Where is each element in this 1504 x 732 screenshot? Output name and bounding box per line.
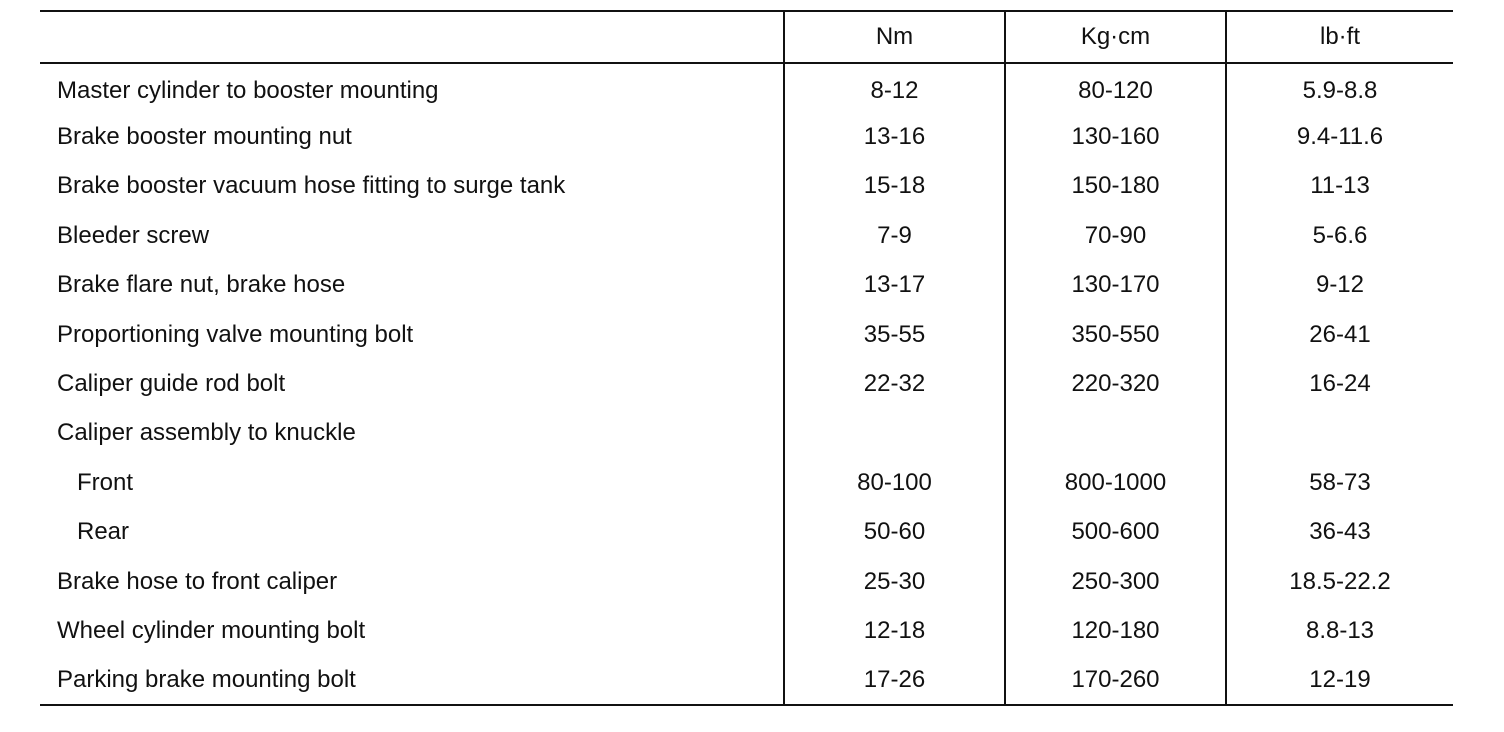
table-row-sub: [40, 458, 1453, 507]
row-item-label: Master cylinder to booster mounting: [57, 77, 439, 105]
table-header: [40, 11, 1453, 63]
table-row: [40, 656, 1453, 705]
row-nm-value: 7-9: [784, 211, 1005, 260]
table-body: [40, 63, 1453, 705]
row-item-label: Brake booster mounting nut: [57, 123, 352, 151]
row-nm-value: [784, 409, 1005, 458]
row-lbft-value: 5.9-8.8: [1226, 63, 1453, 112]
torque-spec-table: [40, 10, 1453, 706]
row-nm-value: 8-12: [784, 63, 1005, 112]
row-lbft-value: 18.5-22.2: [1226, 557, 1453, 606]
header-item: [40, 11, 784, 63]
row-kgcm-value: 80-120: [1005, 63, 1226, 112]
row-nm-value: 35-55: [784, 310, 1005, 359]
row-kgcm-value: 500-600: [1005, 508, 1226, 557]
row-nm-value: 13-17: [784, 261, 1005, 310]
row-kgcm-value: 130-170: [1005, 261, 1226, 310]
row-kgcm-value: 150-180: [1005, 162, 1226, 211]
row-kgcm-value: 220-320: [1005, 359, 1226, 408]
row-item-label: Parking brake mounting bolt: [57, 665, 356, 693]
row-lbft-value: 26-41: [1226, 310, 1453, 359]
row-kgcm-value: [1005, 409, 1226, 458]
row-item-label: Proportioning valve mounting bolt: [57, 320, 414, 348]
header-kgcm: Kg·cm: [1005, 11, 1226, 63]
row-kgcm-value: 130-160: [1005, 112, 1226, 161]
row-item-label: Caliper assembly to knuckle: [57, 419, 356, 447]
table-row: [40, 261, 1453, 310]
row-lbft-value: 11-13: [1226, 162, 1453, 211]
row-kgcm-value: 800-1000: [1005, 458, 1226, 507]
table-row: [40, 162, 1453, 211]
row-item-label: Bleeder screw: [57, 221, 210, 249]
row-lbft-value: 8.8-13: [1226, 606, 1453, 655]
table-row: [40, 63, 1453, 112]
row-nm-value: 17-26: [784, 656, 1005, 705]
row-kgcm-value: 250-300: [1005, 557, 1226, 606]
table-row: [40, 211, 1453, 260]
row-kgcm-value: 70-90: [1005, 211, 1226, 260]
row-item-label: Front: [77, 468, 134, 496]
table-row: [40, 359, 1453, 408]
row-kgcm-value: 350-550: [1005, 310, 1226, 359]
table-row: [40, 557, 1453, 606]
row-item-label: Brake flare nut, brake hose: [57, 271, 346, 299]
row-lbft-value: 12-19: [1226, 656, 1453, 705]
row-lbft-value: 58-73: [1226, 458, 1453, 507]
table-row: [40, 310, 1453, 359]
row-nm-value: 13-16: [784, 112, 1005, 161]
row-lbft-value: 36-43: [1226, 508, 1453, 557]
row-lbft-value: 16-24: [1226, 359, 1453, 408]
table-row: [40, 112, 1453, 161]
row-nm-value: 22-32: [784, 359, 1005, 408]
header-lbft: lb·ft: [1226, 11, 1453, 63]
table-row: [40, 606, 1453, 655]
row-item-label: Brake booster vacuum hose fitting to surge tank: [57, 172, 566, 200]
row-nm-value: 25-30: [784, 557, 1005, 606]
row-lbft-value: 5-6.6: [1226, 211, 1453, 260]
row-item-label: Rear: [77, 518, 130, 546]
row-item-label: Brake hose to front caliper: [57, 567, 338, 595]
row-lbft-value: 9.4-11.6: [1226, 112, 1453, 161]
table-row-sub: [40, 508, 1453, 557]
row-nm-value: 50-60: [784, 508, 1005, 557]
row-kgcm-value: 170-260: [1005, 656, 1226, 705]
row-lbft-value: [1226, 409, 1453, 458]
row-item-label: Wheel cylinder mounting bolt: [57, 616, 366, 644]
header-nm: Nm: [784, 11, 1005, 63]
table-row-group-heading: [40, 409, 1453, 458]
row-nm-value: 12-18: [784, 606, 1005, 655]
row-item-label: Caliper guide rod bolt: [57, 370, 286, 398]
row-nm-value: 15-18: [784, 162, 1005, 211]
row-lbft-value: 9-12: [1226, 261, 1453, 310]
row-kgcm-value: 120-180: [1005, 606, 1226, 655]
header-row: [40, 11, 1453, 63]
row-nm-value: 80-100: [784, 458, 1005, 507]
